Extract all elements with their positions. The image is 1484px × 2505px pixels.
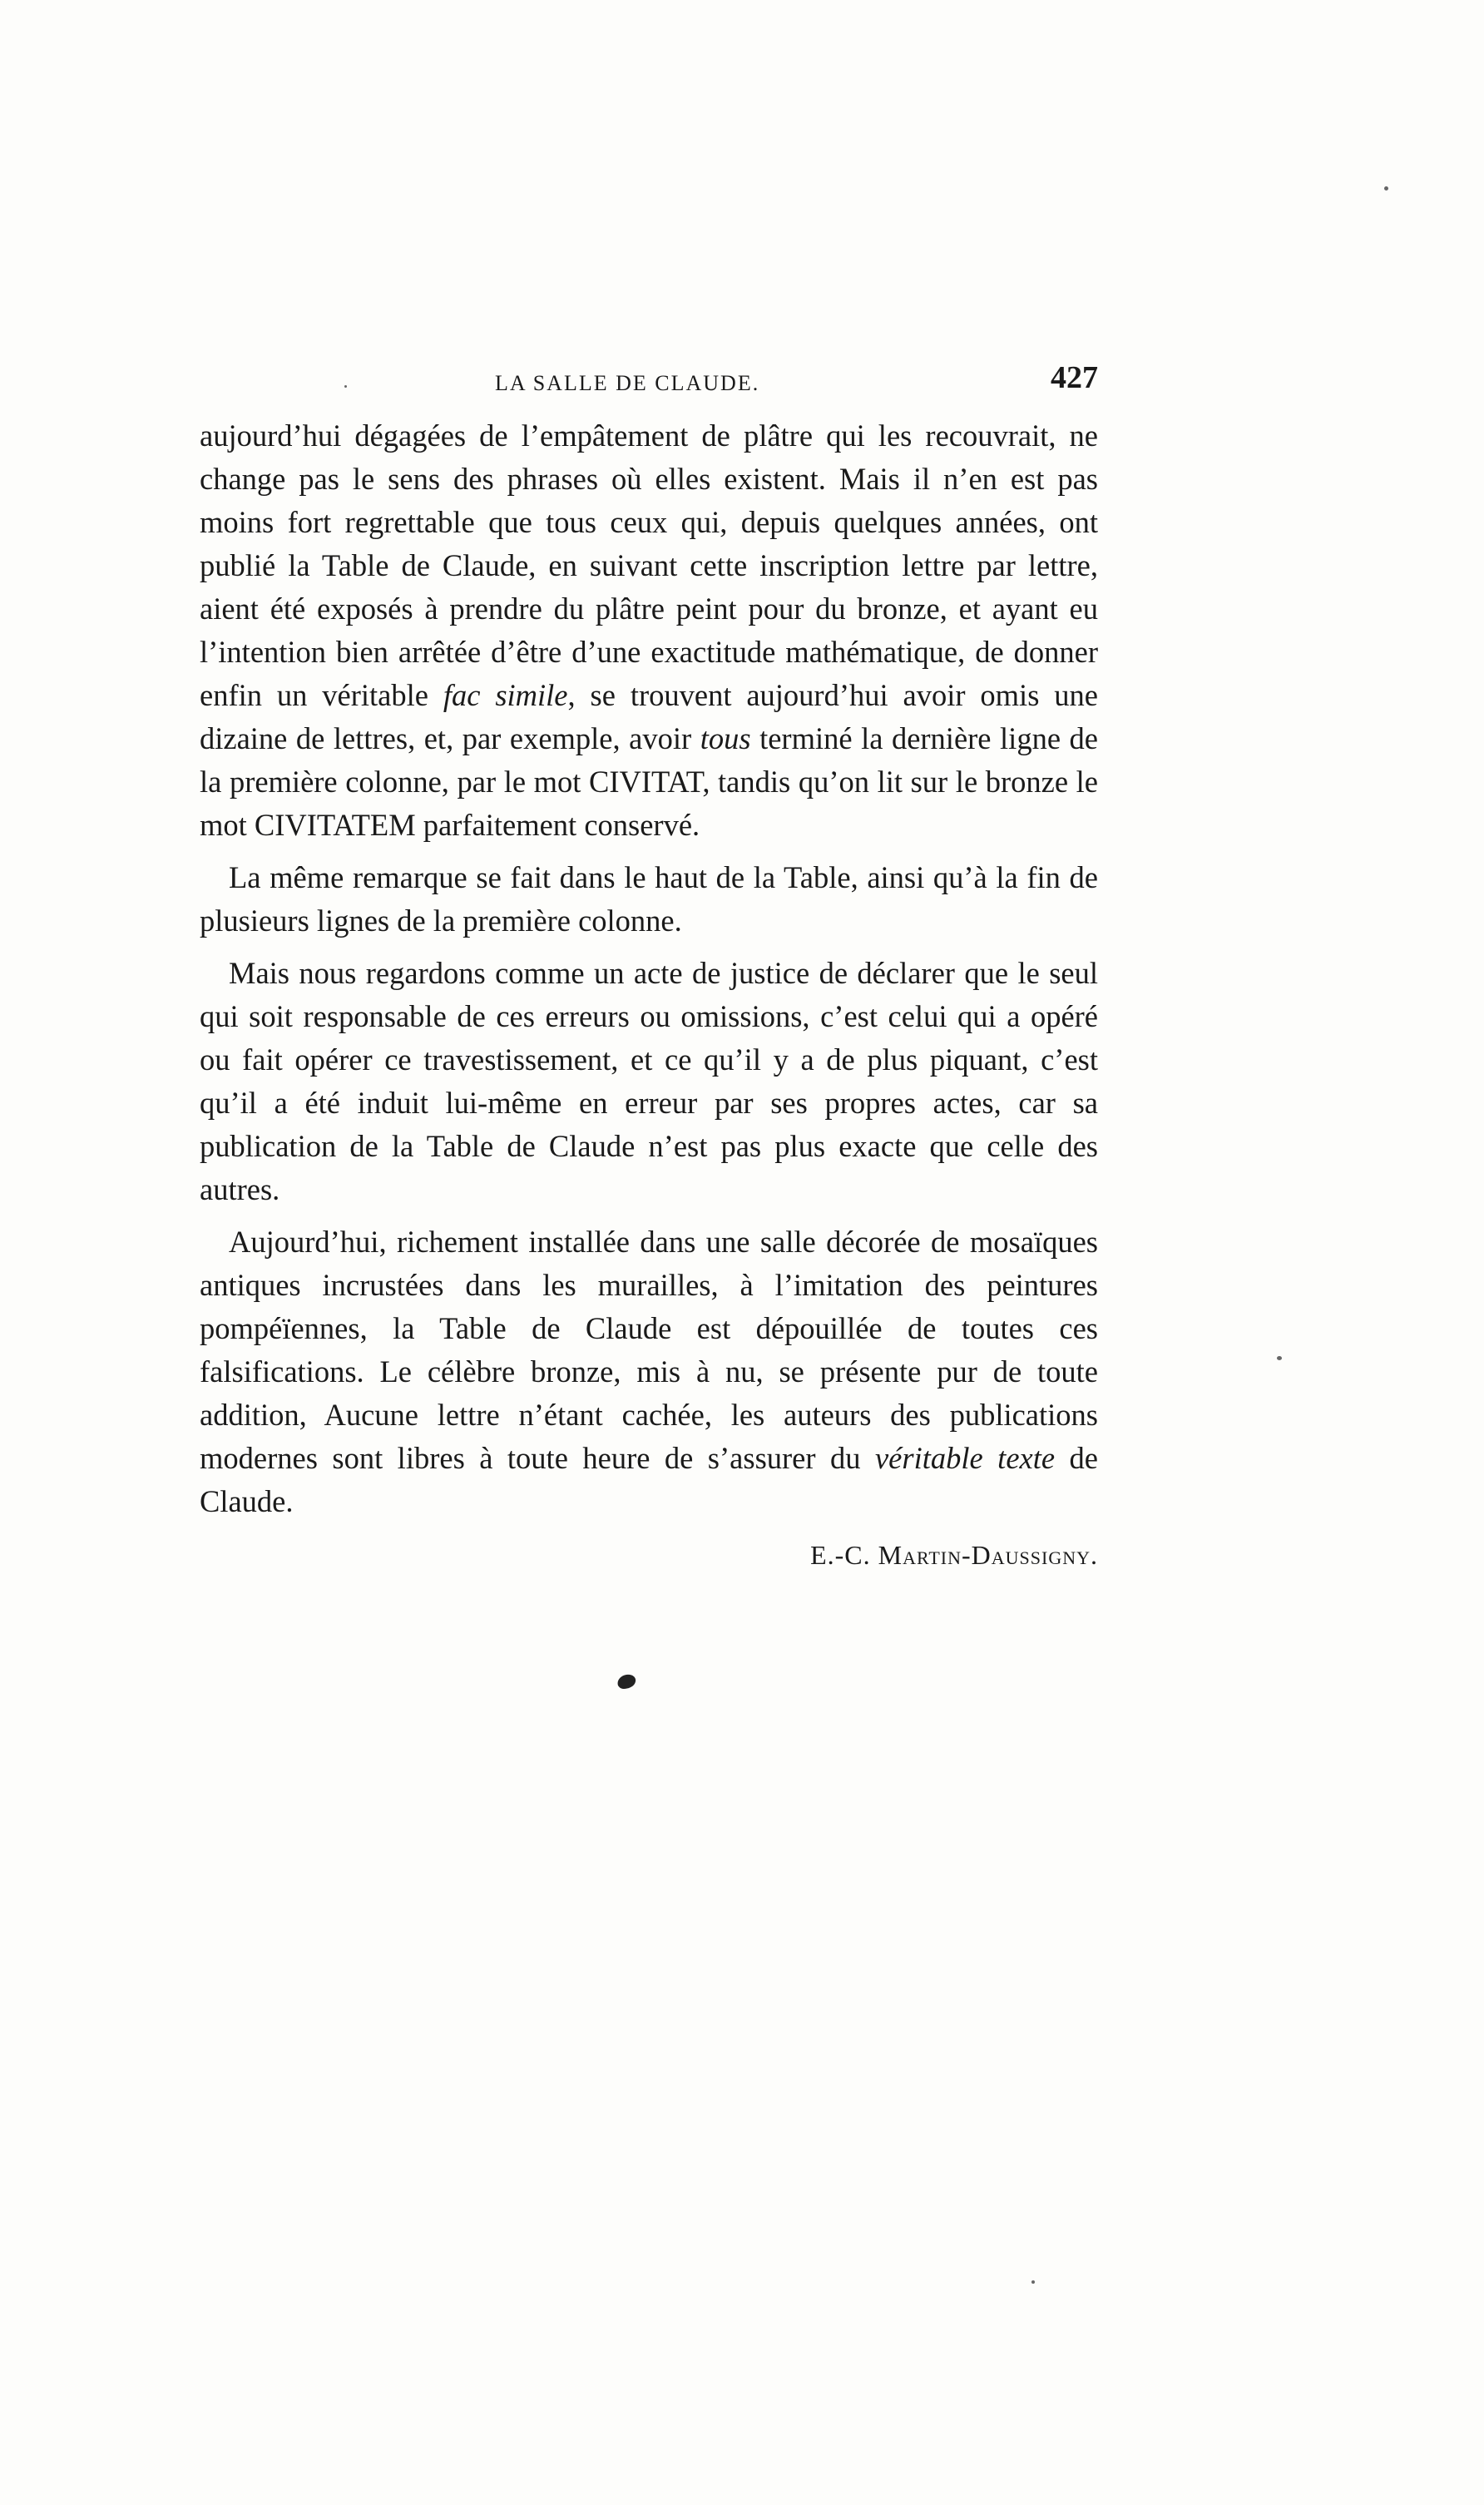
paragraph-2-text: La même remarque se fait dans le haut de la Table, ainsi qu’à la fin de plusieurs lignes de la première colonne.	[200, 860, 1098, 938]
paragraph-4-italic-veritable-texte: véritable texte	[874, 1441, 1056, 1475]
paragraph-2	[200, 856, 1098, 943]
paragraph-1-text-c: terminé la dernière ligne de la première colonne, par le mot CIVITAT, tandis qu’on lit sur le bronze le mot CIVITATEM parfaitement conservé.	[200, 721, 1099, 842]
paragraph-1-italic-fac-simile: fac simile	[443, 678, 568, 712]
body-text	[200, 414, 1098, 1532]
paragraph-1-text-a: aujourd’hui dégagées de l’empâtement de plâtre qui les recouvrait, ne change pas le sens des phrases où elles existent. Mais il n’en est pas moins fort regrettable que tous ceux qui, depuis quelques années, ont publié la Table de Claude, en suivant cette inscription lettre par lettre, aient été exposés à prendre du plâtre peint pour du bronze, et ayant eu l’intention bien arrêtée d’être d’une exactitude mathématique, de donner enfin un véritable	[200, 418, 1098, 712]
paragraph-1-italic-tous: tous	[700, 721, 751, 755]
paper-speck	[1031, 2280, 1035, 2284]
paragraph-4-text-b: de Claude.	[200, 1441, 1098, 1518]
paragraph-3	[200, 952, 1098, 1211]
paragraph-3-text: Mais nous regardons comme un acte de justice de déclarer que le seul qui soit responsable de ces erreurs ou omissions, c’est celui qui a opéré ou fait opérer ce travestissement, et ce qu’il y a de plus piquant, c’est qu’il a été induit lui-même en erreur par ses propres actes, car sa publication de la Table de Claude n’est pas plus exacte que celle des autres.	[200, 956, 1098, 1206]
author-signature: E.-C. Martin-Daussigny.	[810, 1540, 1098, 1570]
running-title: LA SALLE DE CLAUDE.	[495, 371, 760, 395]
ink-blot-ornament	[616, 1672, 637, 1691]
page-number: 427	[1051, 360, 1098, 395]
paper-speck	[1277, 1356, 1282, 1360]
paragraph-4	[200, 1220, 1098, 1523]
paper-speck	[344, 385, 347, 388]
paragraph-1-text-b: , se trouvent aujourd’hui avoir omis une dizaine de lettres, et, par exemple, avoir	[200, 678, 1098, 755]
paragraph-4-text-a: Aujourd’hui, richement installée dans une salle décorée de mosaïques antiques incrustées dans les murailles, à l’imitation des peintures pompéïennes, la Table de Claude est dépouillée de toutes ces falsifications. Le célèbre bronze, mis à nu, se présente pur de toute addition, Aucune lettre n’étant cachée, les auteurs des publications modernes sont libres à toute heure de s’assurer du	[200, 1225, 1098, 1475]
paper-speck	[1384, 186, 1388, 191]
page-header	[200, 359, 1098, 409]
paragraph-1	[200, 414, 1098, 847]
